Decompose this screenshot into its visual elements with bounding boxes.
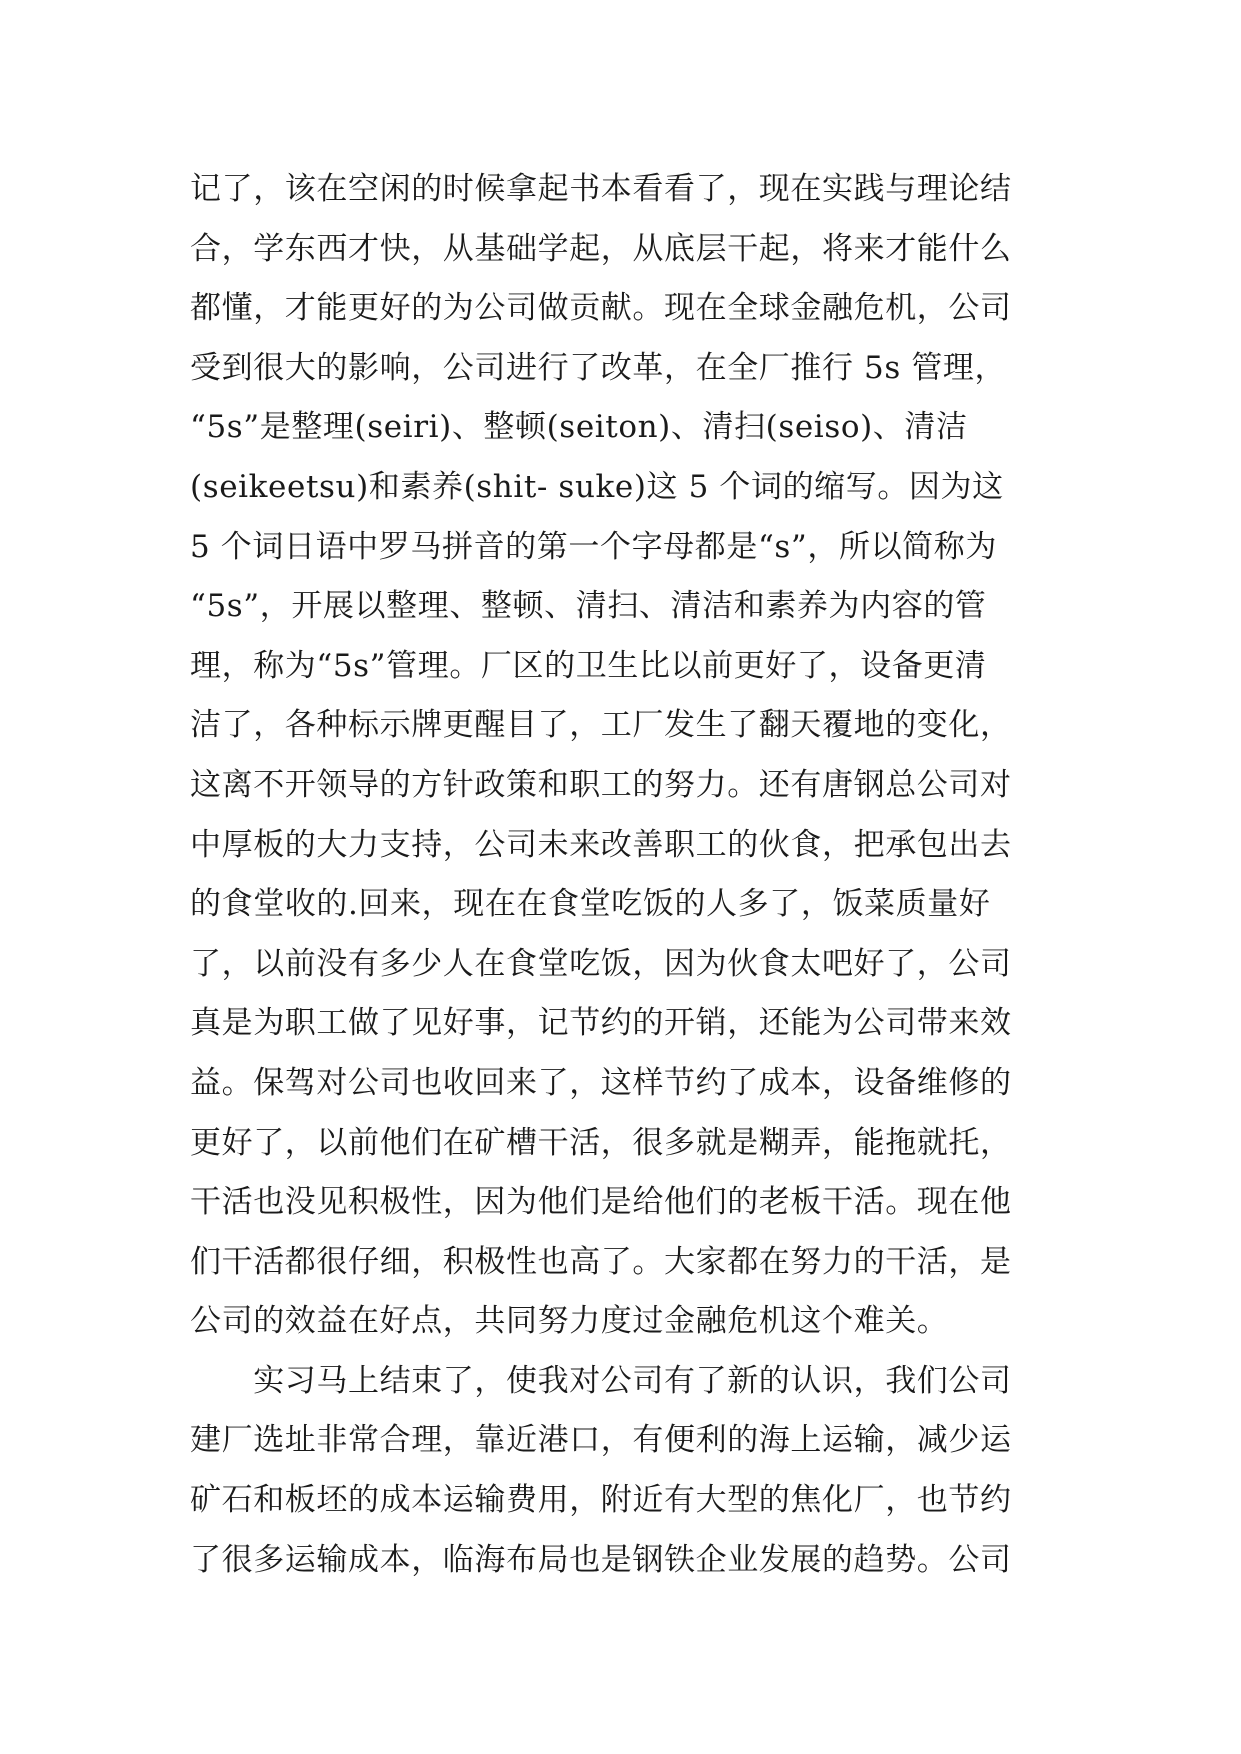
text-line: (seikeetsu)和素养(shit- suke)这 5 个词的缩写。因为这 xyxy=(190,468,1004,505)
text-line: 合，学东西才快，从基础学起，从底层干起，将来才能什么 xyxy=(190,230,1012,267)
text-line: 的食堂收的.回来，现在在食堂吃饭的人多了，饭菜质量好 xyxy=(190,886,991,923)
body-text xyxy=(190,160,1060,1590)
text-line: 洁了，各种标示牌更醒目了，工厂发生了翻天覆地的变化， xyxy=(190,707,1012,744)
text-line: 更好了，以前他们在矿槽干活，很多就是糊弄，能拖就托， xyxy=(190,1124,1012,1161)
text-line: 这离不开领导的方针政策和职工的努力。还有唐钢总公司对 xyxy=(190,766,1012,803)
text-line: 都懂，才能更好的为公司做贡献。现在全球金融危机，公司 xyxy=(190,290,1012,327)
text-line: 5 个词日语中罗马拼音的第一个字母都是“s”，所以简称为 xyxy=(190,528,997,565)
text-line: 公司的效益在好点，共同努力度过金融危机这个难关。 xyxy=(190,1303,949,1340)
text-line: 实习马上结束了，使我对公司有了新的认识，我们公司 xyxy=(190,1362,1012,1399)
text-line: 了，以前没有多少人在食堂吃饭，因为伙食太吧好了，公司 xyxy=(190,945,1012,982)
text-line: 们干活都很仔细，积极性也高了。大家都在努力的干活，是 xyxy=(190,1243,1012,1280)
text-line: 记了，该在空闲的时候拿起书本看看了，现在实践与理论结 xyxy=(190,171,1012,207)
text-line: 建厂选址非常合理，靠近港口，有便利的海上运输，减少运 xyxy=(190,1422,1012,1459)
text-line: 真是为职工做了见好事，记节约的开销，还能为公司带来效 xyxy=(190,1005,1012,1042)
text-line: 益。保驾对公司也收回来了，这样节约了成本，设备维修的 xyxy=(190,1064,1012,1101)
text-line: “5s”，开展以整理、整顿、清扫、清洁和素养为内容的管 xyxy=(190,588,987,625)
text-line: 理，称为“5s”管理。厂区的卫生比以前更好了，设备更清 xyxy=(190,647,987,684)
text-line: “5s”是整理(seiri)、整顿(seiton)、清扫(seiso)、清洁 xyxy=(190,409,968,446)
text-line: 受到很大的影响，公司进行了改革，在全厂推行 5s 管理， xyxy=(190,349,1007,386)
text-line: 了很多运输成本，临海布局也是钢铁企业发展的趋势。公司 xyxy=(190,1541,1012,1578)
text-line: 干活也没见积极性，因为他们是给他们的老板干活。现在他 xyxy=(190,1184,1012,1221)
text-line: 中厚板的大力支持，公司未来改善职工的伙食，把承包出去 xyxy=(190,826,1012,863)
text-line: 矿石和板坯的成本运输费用，附近有大型的焦化厂，也节约 xyxy=(190,1482,1012,1519)
